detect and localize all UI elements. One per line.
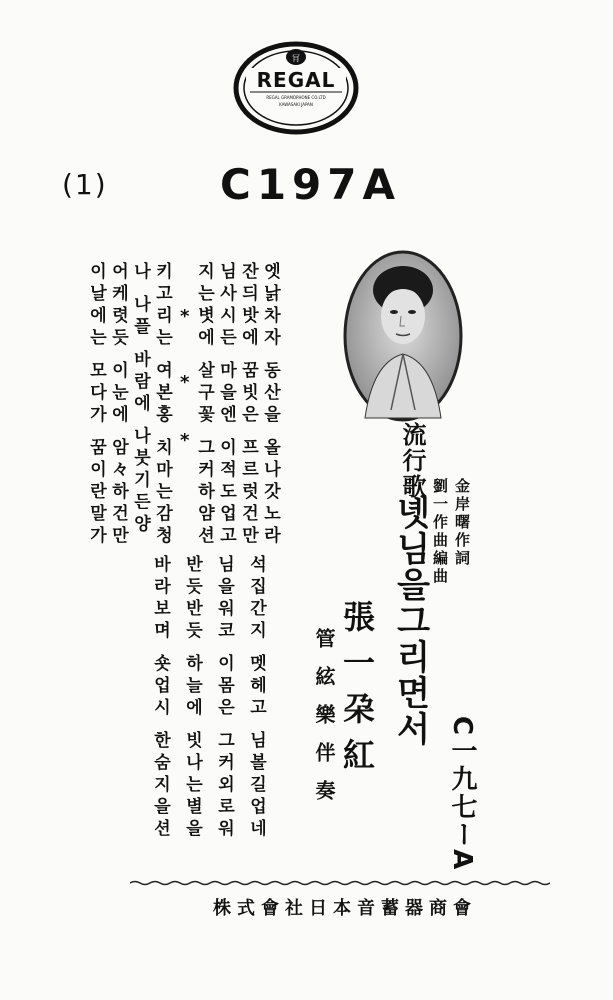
- lyric-line: 반듯반듯 하늘에 빗나는별을: [182, 555, 202, 841]
- lyric-line: 잔듸밧에 꿈빗은 프르럿건만: [238, 262, 258, 548]
- lyric-line: 님을워코 이몸은 그커외로워: [214, 555, 234, 841]
- singer-portrait: [343, 250, 463, 422]
- logo-location-line: KAWASAKI JAPAN: [279, 102, 313, 107]
- logo-brand: REGAL: [256, 68, 336, 92]
- record-code: C197A: [220, 160, 401, 209]
- lyricist-credit: 金岸曙作詞: [453, 478, 471, 568]
- verse-separator: *: [180, 306, 190, 327]
- verse-separator: *: [180, 430, 190, 451]
- lyric-line: 지는볏에 살구꽃 그커하얌션: [194, 262, 214, 548]
- company-name: 會商器蓄音本日社會式株: [213, 898, 477, 919]
- composer-credit: 劉一作曲編曲: [431, 478, 449, 586]
- regal-logo: [232, 40, 360, 135]
- side-number: (1): [62, 168, 108, 201]
- lyric-line: 석집간지 멧헤고 님볼길업네: [246, 555, 266, 841]
- singer-name: 張一朶紅: [338, 600, 376, 784]
- catalog-number: C一九七ーA: [447, 716, 477, 872]
- lyric-line: 님사시든 마을엔 이적도업고: [216, 262, 236, 548]
- lyric-line: 키고리는 여본홍 치마는감청: [152, 262, 172, 548]
- song-title: 녯님을그리면서: [390, 495, 430, 747]
- orchestra-credit: 管絃樂伴奏: [312, 628, 336, 818]
- lyric-line: 엣낡차자 동산을 올나갓노라: [260, 262, 280, 548]
- logo-company-line: REGAL GRAMOPHONE CO.LTD: [266, 95, 326, 100]
- lyric-line: 바라보며 숏업시 한숨지을션: [150, 555, 170, 841]
- lyric-line: 나 나플 바람에 나붓기든양: [130, 262, 150, 537]
- genre-label: 流行歌: [398, 422, 427, 500]
- verse-separator: *: [180, 372, 190, 393]
- svg-text:肎: 肎: [292, 54, 300, 63]
- lyric-line: 이날에는 모다가 꿈이란말가: [86, 262, 106, 548]
- lyric-line: 어케렷듯 이눈에 암々하건만: [108, 262, 128, 548]
- decorative-rule: [130, 880, 550, 886]
